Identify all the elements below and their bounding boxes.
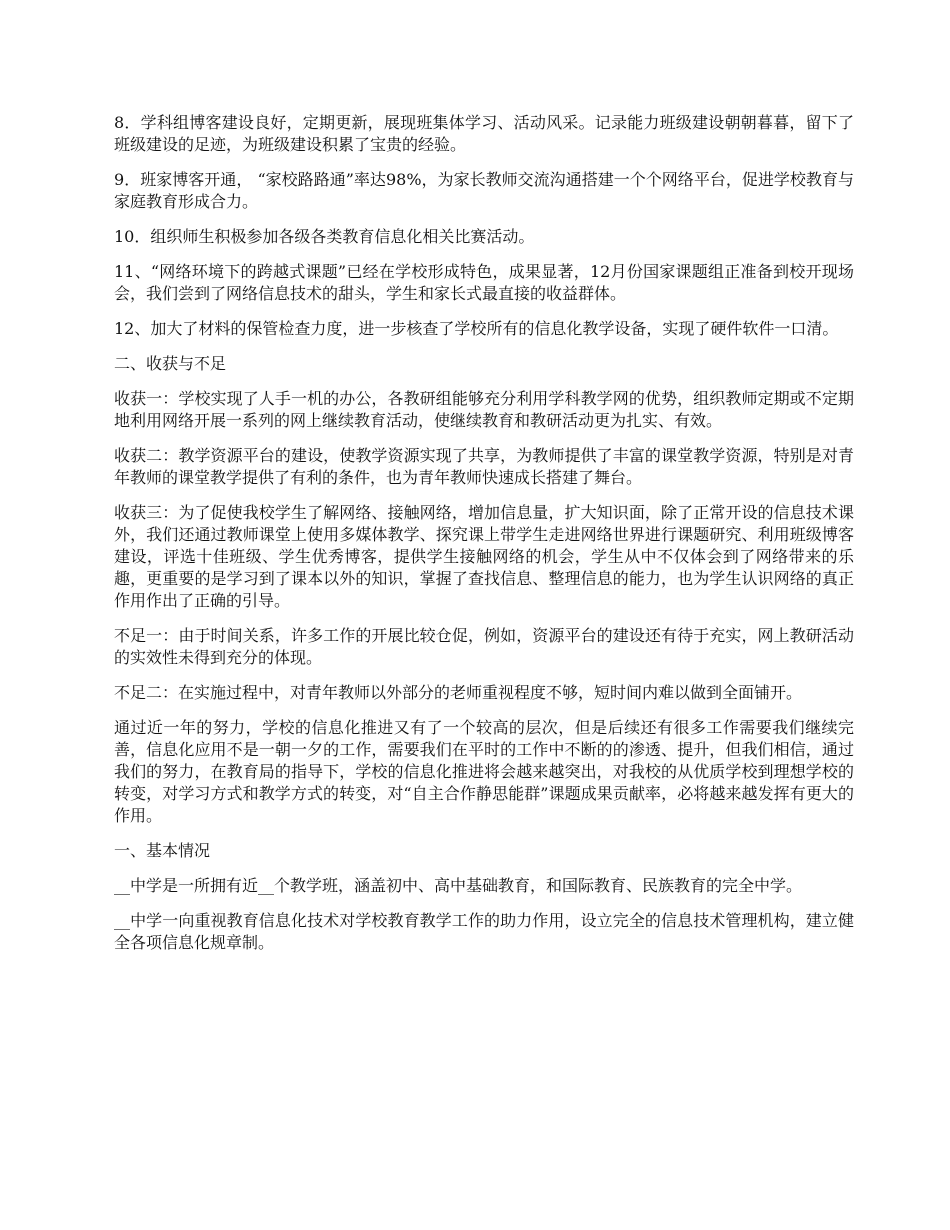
paragraph-gain-2: 收获二：教学资源平台的建设，使教学资源实现了共享，为教师提供了丰富的课堂教学资源，特别是对青年教师的课堂教学提供了有利的条件，也为青年教师快速成长搭建了舞台。 (114, 446, 854, 487)
paragraph-item-10-competitions: 10．组织师生积极参加各级各类教育信息化相关比赛活动。 (114, 227, 535, 246)
paragraph-shortcoming-2: 不足二：在实施过程中，对青年教师以外部分的老师重视程度不够，短时间内难以做到全面铺开。 (114, 683, 803, 702)
section-heading-gains-shortcomings: 二、收获与不足 (114, 354, 227, 373)
document-body (114, 112, 854, 967)
paragraph-school-intro: __中学是一所拥有近__个教学班，涵盖初中、高中基础教育，和国际教育、民族教育的完全中学。 (114, 876, 803, 895)
paragraph-school-it-policy: __中学一向重视教育信息化技术对学校教育教学工作的助力作用，设立完全的信息技术管理机构，建立健全各项信息化规章制。 (114, 911, 854, 952)
paragraph-item-11-project: 11、“网络环境下的跨越式课题”已经在学校形成特色，成果显著，12月份国家课题组正准备到校开现场会，我们尝到了网络信息技术的甜头，学生和家长式最直接的收益群体。 (114, 262, 854, 303)
paragraph-gain-1: 收获一：学校实现了人手一机的办公，各教研组能够充分利用学科教学网的优势，组织教师定期或不定期地利用网络开展一系列的网上继续教育活动，使继续教育和教研活动更为扎实、有效。 (114, 389, 854, 430)
paragraph-shortcoming-1: 不足一：由于时间关系，许多工作的开展比较仓促，例如，资源平台的建设还有待于充实，网上教研活动的实效性未得到充分的体现。 (114, 626, 854, 667)
paragraph-item-12-equipment: 12、加大了材料的保管检查力度，进一步核查了学校所有的信息化教学设备，实现了硬件软件一口清。 (114, 319, 839, 338)
paragraph-conclusion: 通过近一年的努力，学校的信息化推进又有了一个较高的层次，但是后续还有很多工作需要我们继续完善，信息化应用不是一朝一夕的工作，需要我们在平时的工作中不断的的渗透、提升，但我们相信，通过我们的努力，在教育局的指导下，学校的信息化推进将会越来越突出，对我校的从优质学校到理想学校的转变，对学习方式和教学方式的转变，对“自主合作静思能群”课题成果贡献率，必将越来越发挥有更大的作用。 (114, 718, 854, 825)
paragraph-item-9-family-blog: 9．班家博客开通， “家校路路通”率达98%，为家长教师交流沟通搭建一个个网络平台，促进学校教育与家庭教育形成合力。 (114, 170, 854, 211)
paragraph-gain-3: 收获三：为了促使我校学生了解网络、接触网络，增加信息量，扩大知识面，除了正常开设的信息技术课外，我们还通过教师课堂上使用多媒体教学、探究课上带学生走进网络世界进行课题研究、利用班级博客建设，评选十佳班级、学生优秀博客，提供学生接触网络的机会，学生从中不仅体会到了网络带来的乐趣，更重要的是学习到了课本以外的知识，掌握了查找信息、整理信息的能力，也为学生认识网络的真正作用作出了正确的引导。 (114, 503, 854, 610)
section-heading-basic-info: 一、基本情况 (114, 841, 211, 860)
paragraph-item-8-blog: 8．学科组博客建设良好，定期更新，展现班集体学习、活动风采。记录能力班级建设朝朝暮暮，留下了班级建设的足迹，为班级建设积累了宝贵的经验。 (114, 113, 854, 154)
